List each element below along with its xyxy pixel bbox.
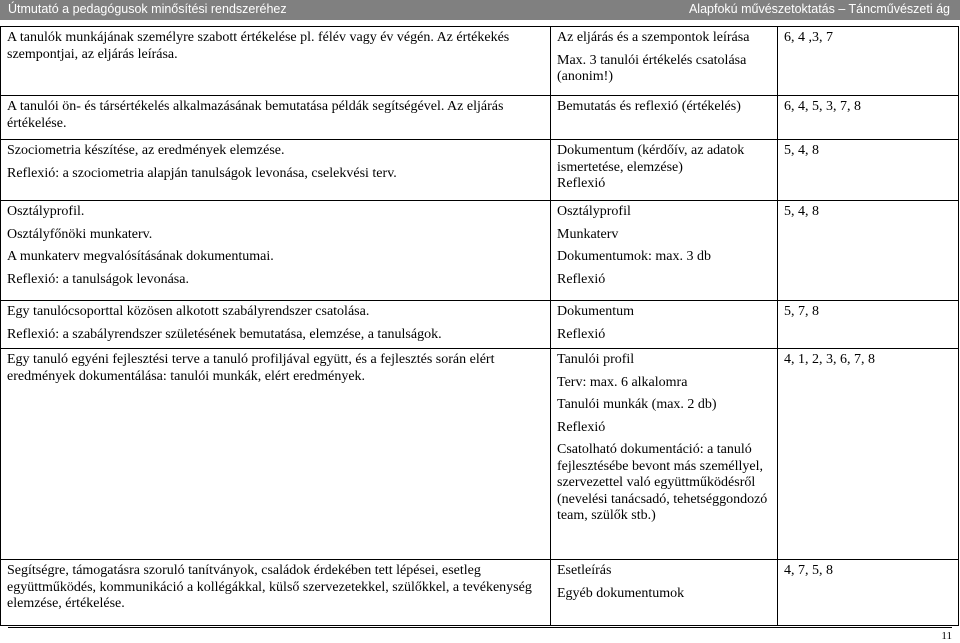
activity-cell [1,96,551,140]
document-text: Osztályprofil [557,204,631,219]
document-text: Csatolható dokumentáció: a tanuló fejlesztésébe bevont más személlyel, szervezettel való együttműködésről (nevelési tanácsadó, tehetséggondozó team, szülők stb.) [557,442,768,523]
document-text: Reflexió [557,326,606,342]
document-text: Terv: max. 6 alkalomra [557,374,688,390]
activity-text: Egy tanulócsoporttal közösen alkotott szabályrendszer csatolása. [7,304,370,319]
document-text: Dokumentum [557,304,634,319]
document-text: Bemutatás és reflexió (értékelés) [557,99,741,114]
competencies-cell [778,301,959,349]
table-row [1,301,959,349]
document-text: Tanulói profil [557,352,635,367]
competencies-cell [778,349,959,560]
competencies-text: 5, 4, 8 [784,204,819,219]
activity-text: Szociometria készítése, az eredmények elemzése. [7,143,285,158]
document-text: Max. 3 tanulói értékelés csatolása (anonim!) [557,52,747,84]
document-text: Dokumentum (kérdőív, az adatok ismertetése, elemzése) [557,143,745,175]
activity-cell [1,301,551,349]
header-left-title: Útmutató a pedagógusok minősítési rendszeréhez [8,2,287,16]
competencies-text: 4, 7, 5, 8 [784,563,833,578]
document-text: Reflexió [557,176,606,191]
competencies-text: 5, 7, 8 [784,304,819,319]
competencies-cell [778,201,959,301]
activity-text: Egy tanuló egyéni fejlesztési terve a tanuló profiljával együtt, és a fejlesztés során elért eredmények dokumentálása: tanulói munkák, elért eredmények. [7,352,495,384]
table-row [1,96,959,140]
activity-text: Segítségre, támogatásra szoruló tanítványok, családok érdekében tett lépései, esetleg együttműködés, kommunikáció a kollégákkal, külső szervezetekkel, szülőkkel, a tevékenység elemzése, értékelése. [7,563,532,611]
activity-cell [1,201,551,301]
competencies-cell [778,560,959,626]
activity-text: Reflexió: a szociometria alapján tanulságok levonása, cselekvési terv. [7,165,397,181]
activity-text: Osztályprofil. [7,204,85,219]
table-row [1,349,959,560]
competencies-cell [778,27,959,96]
document-cell [551,140,778,201]
competencies-text: 5, 4, 8 [784,143,819,158]
document-cell [551,301,778,349]
table-row [1,27,959,96]
activity-cell [1,349,551,560]
document-text: Reflexió [557,419,606,435]
activity-cell [1,560,551,626]
document-cell [551,96,778,140]
table-row [1,560,959,626]
document-cell [551,27,778,96]
document-text: Tanulói munkák (max. 2 db) [557,397,717,412]
activity-text: A munkaterv megvalósításának dokumentumai. [7,249,274,264]
activity-cell [1,140,551,201]
competencies-text: 6, 4, 5, 3, 7, 8 [784,99,861,114]
document-cell [551,560,778,626]
activity-text: Osztályfőnöki munkaterv. [7,226,153,242]
page-number: 11 [941,630,952,642]
table-row [1,140,959,201]
document-text: Munkaterv [557,226,619,242]
requirements-table [0,26,959,626]
document-text: Esetleírás [557,563,612,578]
document-cell [551,201,778,301]
competencies-text: 6, 4 ,3, 7 [784,30,833,45]
document-text: Dokumentumok: max. 3 db [557,249,711,264]
document-text: Egyéb dokumentumok [557,585,685,601]
competencies-text: 4, 1, 2, 3, 6, 7, 8 [784,352,875,367]
activity-text: Reflexió: a szabályrendszer születésének bemutatása, elemzése, a tanulságok. [7,326,442,342]
competencies-cell [778,96,959,140]
header-right-title: Alapfokú művészetoktatás – Táncművészeti ág [688,2,950,16]
activity-text: A tanulók munkájának személyre szabott értékelése pl. félév vagy év végén. Az értékekés szempontjai, az eljárás leírása. [7,30,510,62]
activity-cell [1,27,551,96]
document-cell [551,349,778,560]
page-footer [8,627,952,642]
activity-text: Reflexió: a tanulságok levonása. [7,271,189,287]
page-header [0,0,960,20]
document-text: Reflexió [557,271,606,287]
activity-text: A tanulói ön- és társértékelés alkalmazásának bemutatása példák segítségével. Az eljárás értékelése. [7,99,504,131]
competencies-cell [778,140,959,201]
document-text: Az eljárás és a szempontok leírása [557,30,750,45]
table-row [1,201,959,301]
